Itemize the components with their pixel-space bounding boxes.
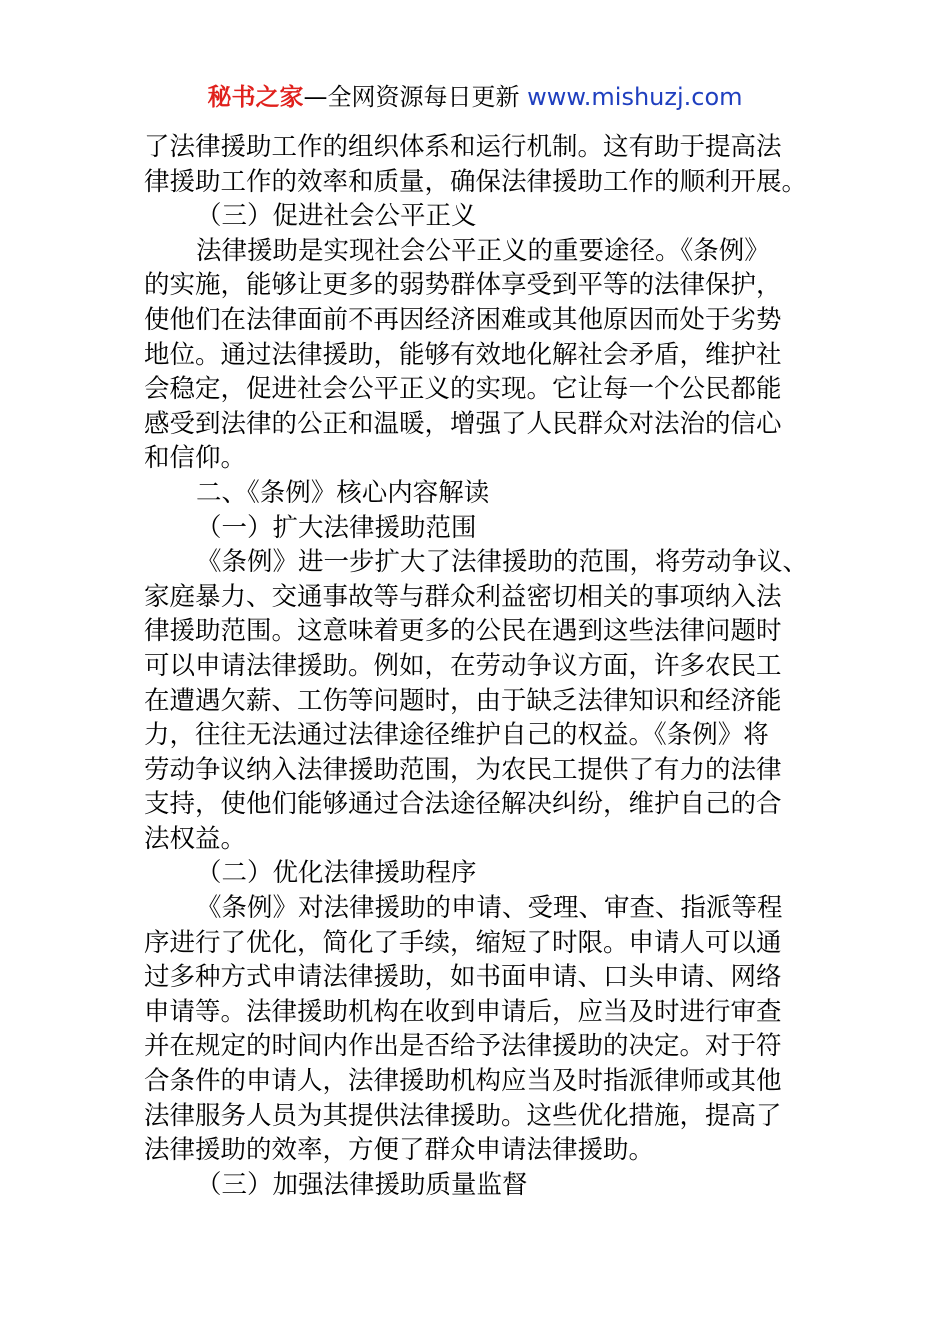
section-heading: （二）优化法律援助程序 <box>196 858 477 889</box>
text-line: 感受到法律的公正和温暖，增强了人民群众对法治的信心 <box>144 408 782 439</box>
text-line: 申请等。法律援助机构在收到申请后，应当及时进行审查 <box>144 996 782 1027</box>
text-line: 的实施，能够让更多的弱势群体享受到平等的法律保护， <box>144 270 782 301</box>
text-line: 地位。通过法律援助，能够有效地化解社会矛盾，维护社 <box>144 339 782 370</box>
text-line: 了法律援助工作的组织体系和运行机制。这有助于提高法 <box>144 132 782 162</box>
text-line: 力，往往无法通过法律途径维护自己的权益。《条例》将 <box>144 720 769 751</box>
section-heading: （三）加强法律援助质量监督 <box>196 1169 528 1200</box>
text-line: 使他们在法律面前不再因经济困难或其他原因而处于劣势 <box>144 304 782 335</box>
text-line: 序进行了优化，简化了手续，缩短了时限。申请人可以通 <box>144 927 782 958</box>
text-line: 在遭遇欠薪、工伤等问题时，由于缺乏法律知识和经济能 <box>144 685 782 716</box>
text-line: 会稳定，促进社会公平正义的实现。它让每一个公民都能 <box>144 374 782 405</box>
paragraph-start: 法律援助是实现社会公平正义的重要途径。《条例》 <box>196 235 770 266</box>
text-line: 支持，使他们能够通过合法途径解决纠纷，维护自己的合 <box>144 789 782 820</box>
text-line: 劳动争议纳入法律援助范围，为农民工提供了有力的法律 <box>144 754 782 785</box>
text-line: 法律服务人员为其提供法律援助。这些优化措施，提高了 <box>144 1100 782 1131</box>
brand-name: 秘书之家 <box>207 83 304 111</box>
text-line: 可以申请法律援助。例如，在劳动争议方面，许多农民工 <box>144 650 782 681</box>
text-line: 律援助工作的效率和质量，确保法律援助工作的顺利开展。 <box>144 166 808 197</box>
header-tagline: —全网资源每日更新 <box>303 83 528 111</box>
section-heading: （一）扩大法律援助范围 <box>196 512 477 543</box>
text-line: 律援助范围。这意味着更多的公民在遇到这些法律问题时 <box>144 616 782 647</box>
chapter-heading: 二、《条例》核心内容解读 <box>196 477 490 508</box>
paragraph-start: 《条例》进一步扩大了法律援助的范围，将劳动争议、 <box>196 547 809 578</box>
paragraph-start: 《条例》对法律援助的申请、受理、审查、指派等程 <box>196 893 783 924</box>
text-line: 法权益。 <box>144 823 247 854</box>
text-line: 并在规定的时间内作出是否给予法律援助的决定。对于符 <box>144 1031 782 1062</box>
section-heading: （三）促进社会公平正义 <box>196 201 477 232</box>
text-line: 家庭暴力、交通事故等与群众利益密切相关的事项纳入法 <box>144 581 782 612</box>
page-header <box>0 80 950 114</box>
site-url[interactable]: www.mishuzj.com <box>527 83 743 111</box>
text-line: 合条件的申请人，法律援助机构应当及时指派律师或其他 <box>144 1066 782 1097</box>
text-line: 过多种方式申请法律援助，如书面申请、口头申请、网络 <box>144 962 782 993</box>
text-line: 法律援助的效率，方便了群众申请法律援助。 <box>144 1135 655 1166</box>
text-line: 和信仰。 <box>144 443 247 474</box>
document-body <box>144 130 824 1202</box>
